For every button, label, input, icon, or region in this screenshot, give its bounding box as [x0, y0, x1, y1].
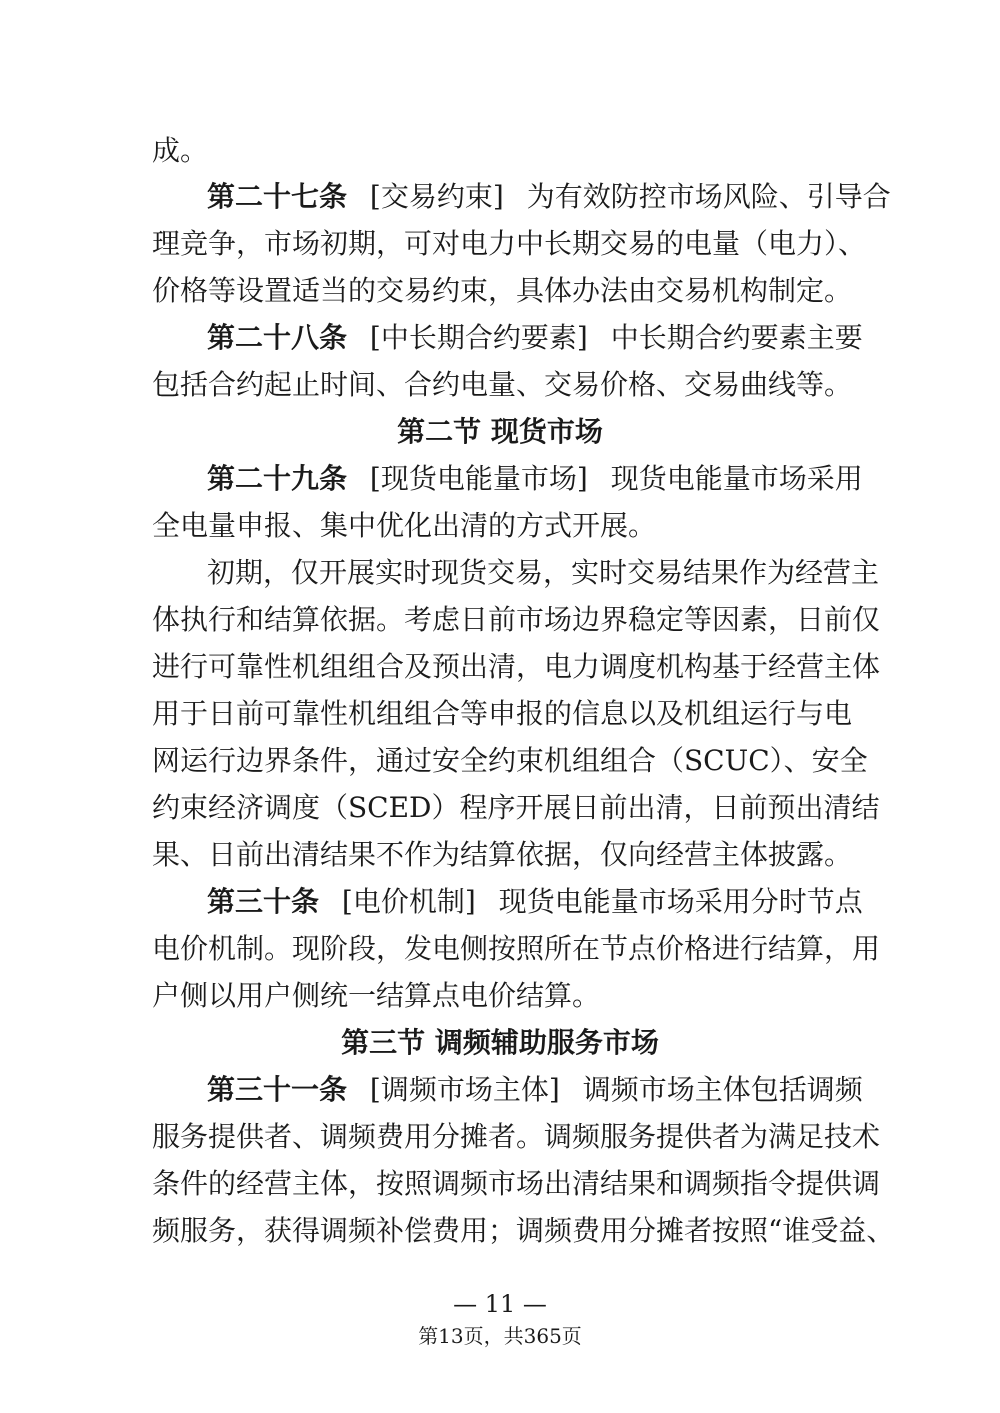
- text-line: 户侧以用户侧统一结算点电价结算。: [152, 979, 601, 1012]
- paragraph-initial-line-6: [0, 788, 1000, 828]
- article-31-title: 第三十一条: [207, 1073, 348, 1106]
- article-29-title: 第二十九条: [207, 462, 348, 495]
- paragraph-line: [0, 131, 1000, 171]
- article-29-line-2: [0, 506, 1000, 546]
- text-line: 果、日前出清结果不作为结算依据，仅向经营主体披露。: [152, 838, 853, 871]
- paragraph-initial-line-4: [0, 694, 1000, 734]
- text-line: 进行可靠性机组组合及预出清，电力调度机构基于经营主体: [152, 650, 881, 683]
- article-29-tag: [现货电能量市场]: [369, 462, 588, 495]
- paragraph-initial-line-3: [0, 647, 1000, 687]
- article-27-line-1: [0, 177, 1000, 217]
- article-28-text: 中长期合约要素主要: [610, 321, 863, 354]
- article-30-line-3: [0, 976, 1000, 1016]
- text-line: 成。: [152, 134, 209, 167]
- text-line: 频服务，获得调频补偿费用；调频费用分摊者按照“谁受益、: [152, 1214, 895, 1247]
- article-27-tag: [交易约束]: [369, 180, 504, 213]
- text-line: 体执行和结算依据。考虑日前市场边界稳定等因素，日前仅: [152, 603, 881, 636]
- paragraph-initial-line-1: [0, 553, 1000, 593]
- article-30-line-1: [0, 882, 1000, 922]
- article-31-line-2: [0, 1117, 1000, 1157]
- section-2-heading: 第二节 现货市场: [397, 415, 603, 448]
- text-line: 价格等设置适当的交易约束，具体办法由交易机构制定。: [152, 274, 853, 307]
- article-29-text: 现货电能量市场采用: [610, 462, 863, 495]
- article-27-text: 为有效防控市场风险、引导合: [526, 180, 891, 213]
- article-31-line-4: [0, 1211, 1000, 1251]
- text-line: 初期，仅开展实时现货交易，实时交易结果作为经营主: [207, 556, 880, 589]
- article-28-tag: [中长期合约要素]: [369, 321, 588, 354]
- page-indicator: 第13页，共365页: [418, 1324, 582, 1348]
- page-number: — 11 —: [453, 1290, 547, 1318]
- article-29-line-1: [0, 459, 1000, 499]
- text-line: 理竞争，市场初期，可对电力中长期交易的电量（电力）、: [152, 227, 867, 260]
- article-31-line-1: [0, 1070, 1000, 1110]
- text-line: 条件的经营主体，按照调频市场出清结果和调频指令提供调: [152, 1167, 881, 1200]
- article-30-line-2: [0, 929, 1000, 969]
- article-27-title: 第二十七条: [207, 180, 348, 213]
- article-28-line-1: [0, 318, 1000, 358]
- article-30-title: 第三十条: [207, 885, 320, 918]
- paragraph-initial-line-2: [0, 600, 1000, 640]
- text-line: 全电量申报、集中优化出清的方式开展。: [152, 509, 657, 542]
- article-27-line-2: [0, 224, 1000, 264]
- article-28-line-2: [0, 365, 1000, 405]
- paragraph-initial-line-5: [0, 741, 1000, 781]
- article-27-line-3: [0, 271, 1000, 311]
- text-line: 约束经济调度（SCED）程序开展日前出清，日前预出清结: [152, 791, 880, 824]
- paragraph-initial-line-7: [0, 835, 1000, 875]
- article-31-line-3: [0, 1164, 1000, 1204]
- article-28-title: 第二十八条: [207, 321, 348, 354]
- text-line: 网运行边界条件，通过安全约束机组组合（SCUC）、安全: [152, 744, 868, 777]
- article-31-tag: [调频市场主体]: [369, 1073, 560, 1106]
- text-line: 服务提供者、调频费用分摊者。调频服务提供者为满足技术: [152, 1120, 881, 1153]
- section-3-heading: 第三节 调频辅助服务市场: [341, 1026, 659, 1059]
- article-31-text: 调频市场主体包括调频: [582, 1073, 863, 1106]
- article-30-tag: [电价机制]: [341, 885, 476, 918]
- article-30-text: 现货电能量市场采用分时节点: [498, 885, 863, 918]
- text-line: 电价机制。现阶段，发电侧按照所在节点价格进行结算，用: [152, 932, 881, 965]
- text-line: 包括合约起止时间、合约电量、交易价格、交易曲线等。: [152, 368, 853, 401]
- text-line: 用于日前可靠性机组组合等申报的信息以及机组运行与电: [152, 697, 853, 730]
